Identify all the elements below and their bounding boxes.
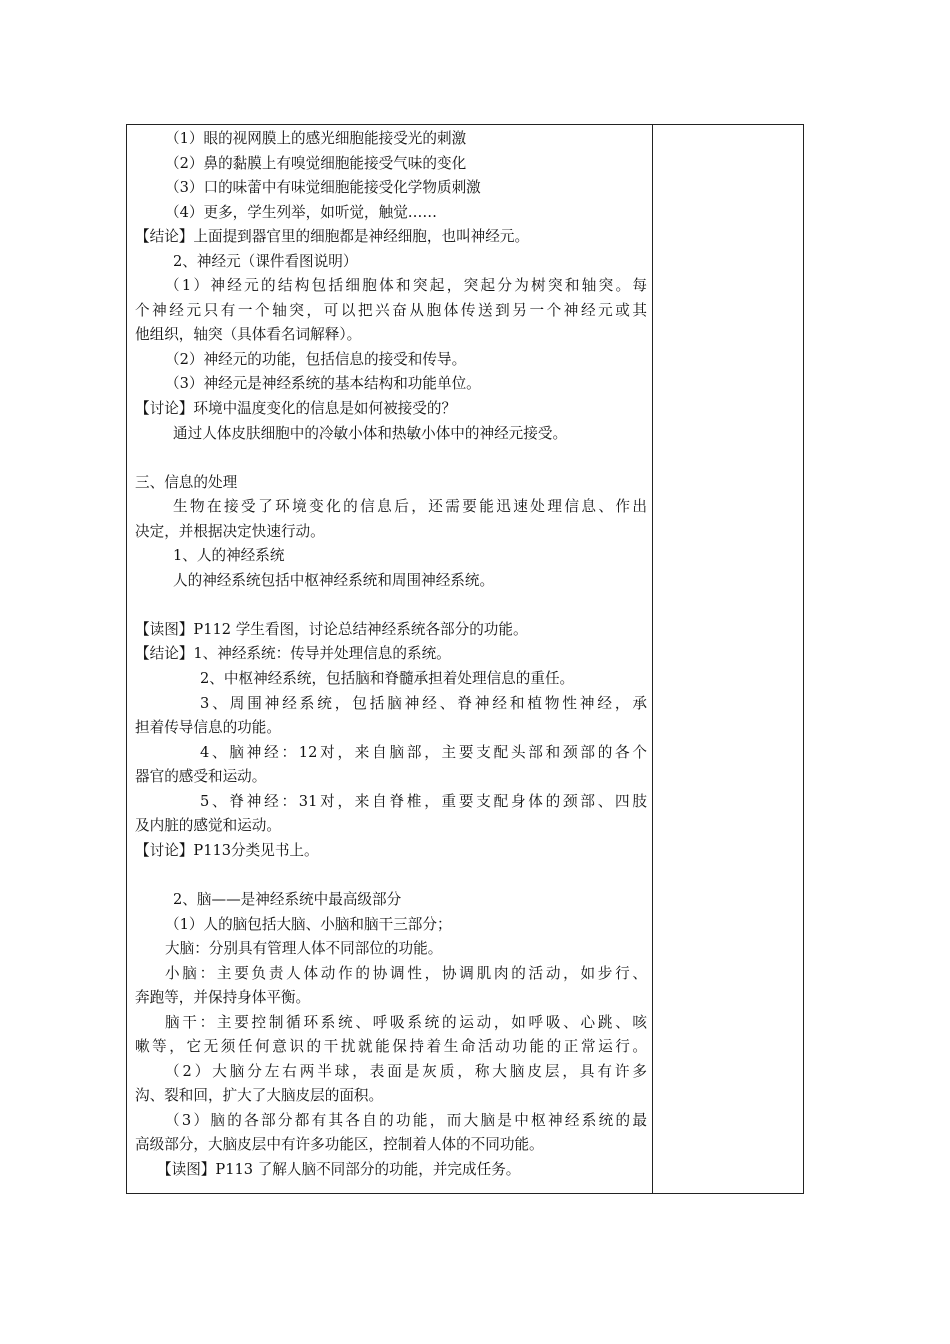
text-line: 2、中枢神经系统，包括脑和脊髓承担着处理信息的重任。	[200, 670, 575, 688]
text-line: （3）口的味蕾中有味觉细胞能接受化学物质刺激	[165, 179, 481, 197]
text-line: 生物在接受了环境变化的信息后，还需要能迅速处理信息、作出	[173, 498, 647, 516]
text-line: （1）眼的视网膜上的感光细胞能接受光的刺激	[165, 130, 467, 147]
text-line: （3）脑的各部分都有其各自的功能，而大脑是中枢神经系统的最	[165, 1111, 647, 1129]
text-line: 个神经元只有一个轴突，可以把兴奋从胞体传送到另一个神经元或其	[135, 301, 647, 319]
text-line: （4）更多，学生列举，如听觉，触觉……	[165, 203, 437, 221]
text-line: 器官的感受和运动。	[135, 768, 267, 786]
text-line: 决定，并根据决定快速行动。	[135, 522, 325, 540]
blank-line	[135, 863, 647, 888]
blank-line	[135, 593, 647, 618]
text-line: 5、脊神经：31对，来自脊椎，重要支配身体的颈部、四肢	[200, 792, 647, 810]
text-line: 大脑：分别具有管理人体不同部位的功能。	[165, 940, 443, 958]
conclusion-line: 【结论】1、神经系统：传导并处理信息的系统。	[135, 645, 451, 663]
text-line: 通过人体皮肤细胞中的冷敏小体和热敏小体中的神经元接受。	[173, 424, 568, 442]
text-line: 小脑：主要负责人体动作的协调性，协调肌肉的活动，如步行、	[165, 964, 647, 982]
blank-line	[135, 446, 647, 471]
section-heading: 1、人的神经系统	[173, 547, 285, 565]
discussion-line: 【讨论】环境中温度变化的信息是如何被接受的？	[135, 400, 457, 418]
text-line: 嗽等，它无须任何意识的干扰就能保持着生命活动功能的正常运行。	[135, 1038, 647, 1056]
text-line: 及内脏的感觉和运动。	[135, 817, 281, 835]
text-line: （1）人的脑包括大脑、小脑和脑干三部分；	[165, 915, 452, 933]
section-heading: 2、神经元（课件看图说明）	[173, 252, 358, 270]
text-line: （2）鼻的黏膜上有嗅觉细胞能接受气味的变化	[165, 154, 467, 172]
text-line: 人的神经系统包括中枢神经系统和周围神经系统。	[173, 571, 495, 589]
text-line: 沟、裂和回，扩大了大脑皮层的面积。	[135, 1087, 384, 1105]
text-line: 3、周围神经系统，包括脑神经、脊神经和植物性神经，承	[200, 694, 647, 712]
discussion-line: 【讨论】P113分类见书上。	[135, 841, 319, 859]
lesson-content	[135, 127, 647, 1183]
text-line: （3）神经元是神经系统的基本结构和功能单位。	[165, 375, 481, 393]
read-figure-line: 【读图】P113 了解人脑不同部分的功能，并完成任务。	[157, 1160, 521, 1178]
text-line: 他组织，轴突（具体看名词解释）。	[135, 326, 362, 344]
text-line: （2）大脑分左右两半球，表面是灰质，称大脑皮层，具有许多	[165, 1062, 647, 1080]
text-line: 脑干：主要控制循环系统、呼吸系统的运动，如呼吸、心跳、咳	[165, 1013, 647, 1031]
text-line: （2）神经元的功能，包括信息的接受和传导。	[165, 350, 467, 368]
text-line: 高级部分，大脑皮层中有许多功能区，控制着人体的不同功能。	[135, 1136, 544, 1154]
text-line: （1）神经元的结构包括细胞体和突起，突起分为树突和轴突。每	[165, 277, 647, 295]
section-heading: 2、脑——是神经系统中最高级部分	[173, 890, 402, 908]
text-line: 4、脑神经：12对，来自脑部，主要支配头部和颈部的各个	[200, 743, 647, 761]
section-heading: 三、信息的处理	[135, 473, 238, 491]
text-line: 担着传导信息的功能。	[135, 719, 281, 737]
text-line: 奔跑等，并保持身体平衡。	[135, 989, 311, 1007]
conclusion-line: 【结论】上面提到器官里的细胞都是神经细胞，也叫神经元。	[135, 228, 530, 246]
notes-cell	[653, 125, 803, 1193]
read-figure-line: 【读图】P112 学生看图，讨论总结神经系统各部分的功能。	[135, 620, 528, 638]
